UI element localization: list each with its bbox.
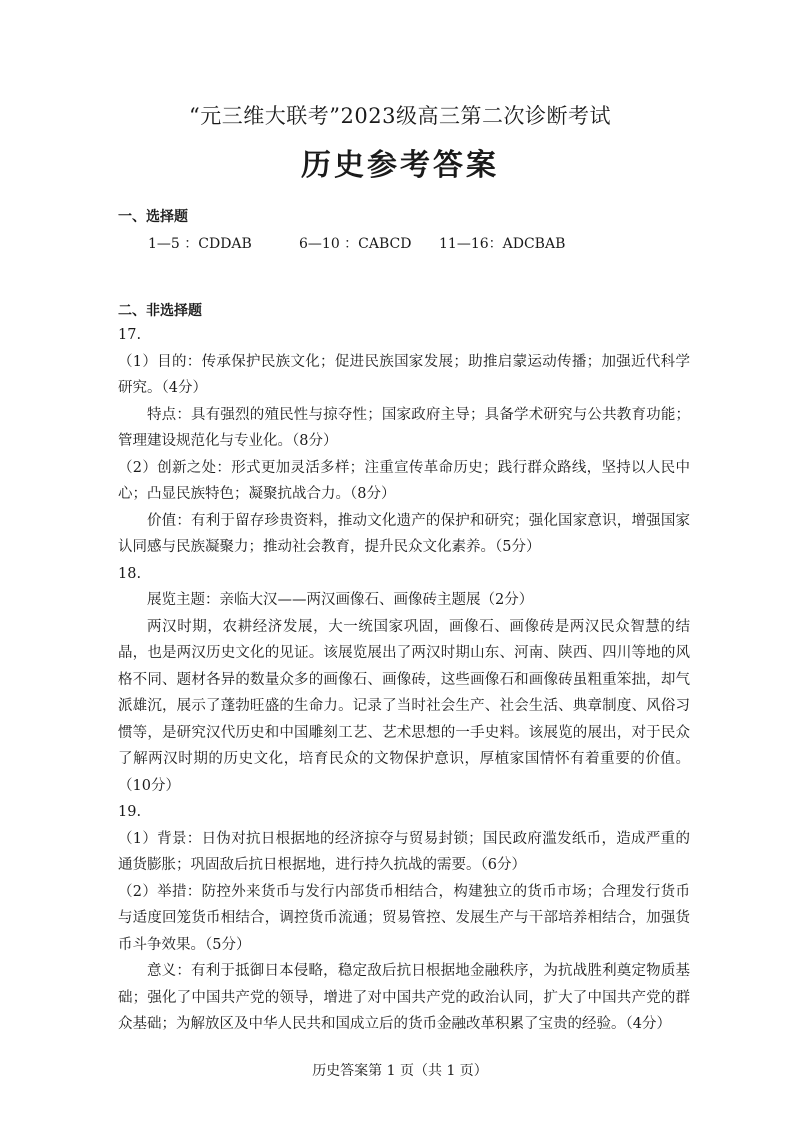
- exam-title: “元三维大联考”2023级高三第二次诊断考试: [189, 104, 611, 128]
- answer-group-6-10: 6—10 ：CABCD: [299, 236, 412, 252]
- question-number-17: 17.: [118, 327, 142, 343]
- question-number-18: 18.: [118, 565, 142, 582]
- q17-part1-features: 特点：具有强烈的殖民性与掠夺性；国家政府主导；具备学术研究与公共教育功能；管理建设规范化与专业化。（8分）: [118, 406, 690, 449]
- q17-part2-innovation: （2）创新之处：形式更加灵活多样；注重宣传革命历史；践行群众路线，坚持以人民中心；凸显民族特色；凝聚抗战合力。（8分）: [118, 459, 690, 502]
- q19-part1-background: （1）背景：日伪对抗日根据地的经济掠夺与贸易封锁；国民政府滥发纸币，造成严重的通货膨胀；巩固敌后抗日根据地，进行持久抗战的需要。（6分）: [118, 830, 690, 873]
- answers-body: [118, 322, 690, 1038]
- page-footer: 历史答案第 1 页（共 1 页）: [312, 1063, 488, 1079]
- document-title: 历史参考答案: [301, 148, 499, 183]
- q17-part1-purpose: （1）目的：传承保护民族文化；促进民族国家发展；助推启蒙运动传播；加强近代科学研究。（4分）: [118, 353, 690, 396]
- q19-part2-measures: （2）举措：防控外来货币与发行内部货币相结合，构建独立的货币市场；合理发行货币与适度回笼货币相结合，调控货币流通；贸易管控、发展生产与干部培养相结合，加强货币斗争效果。（5分）: [118, 883, 690, 953]
- q19-significance: 意义：有利于抵御日本侵略，稳定敌后抗日根据地金融秩序，为抗战胜利奠定物质基础；强化了中国共产党的领导，增进了对中国共产党的政治认同，扩大了中国共产党的群众基础；为解放区及中华人民共和国成立后的货币金融改革积累了宝贵的经验。（4分）: [118, 963, 690, 1032]
- answer-group-1-5: 1—5 ：CDDAB: [148, 236, 252, 252]
- answer-group-11-16: 11—16：ADCBAB: [439, 236, 566, 252]
- q17-part2-value: 价值：有利于留存珍贵资料，推动文化遗产的保护和研究；强化国家意识，增强国家认同感与民族凝聚力；推动社会教育，提升民众文化素养。（5分）: [118, 512, 690, 555]
- section-heading-non-choice: 二、非选择题: [118, 303, 202, 319]
- section-heading-multiple-choice: 一、选择题: [118, 209, 188, 225]
- question-number-19: 19.: [118, 804, 142, 820]
- q18-theme: 展览主题：亲临大汉——两汉画像石、画像砖主题展（2分）: [147, 592, 534, 608]
- q18-description: 两汉时期，农耕经济发展，大一统国家巩固，画像石、画像砖是两汉民众智慧的结晶，也是两汉历史文化的见证。该展览展出了两汉时期山东、河南、陕西、四川等地的风格不同、题材各异的数量众多的画像石、画像砖，这些画像石和画像砖虽粗重笨拙，却气派雄沉，展示了蓬勃旺盛的生命力。记录了当时社会生产、社会生活、典章制度、风俗习惯等，是研究汉代历史和中国雕刻工艺、艺术思想的一手史料。该展览的展出，对于民众了解两汉时期的历史文化，培育民众的文物保护意识，厚植家国情怀有着重要的价值。（10分）: [118, 618, 690, 794]
